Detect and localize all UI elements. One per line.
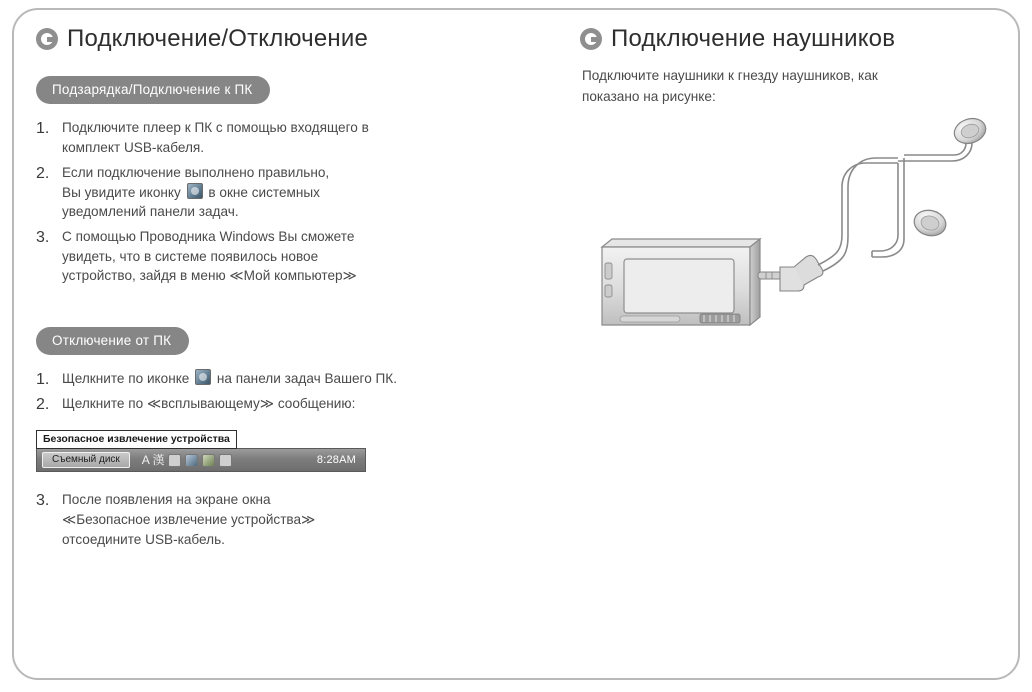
subsection-pill-disconnect: Отключение от ПК	[36, 327, 189, 355]
windows-taskbar-illustration	[36, 429, 366, 472]
step-line: отсоедините USB-кабель.	[62, 531, 225, 547]
earphones-intro	[582, 66, 972, 107]
usb-device-tray-icon	[195, 369, 211, 385]
list-item	[36, 369, 566, 389]
step-line: С помощью Проводника Windows Вы сможете	[62, 228, 355, 244]
page-columns	[14, 10, 1018, 678]
step-line-with-icon: Вы увидите иконку в окне системных	[62, 184, 320, 200]
step-line-with-icon: Щелкните по иконке на панели задач Вашего ПК.	[62, 371, 398, 387]
step-number: 3.	[36, 228, 50, 246]
list-item	[36, 394, 566, 414]
step-line: комплект USB-кабеля.	[62, 140, 205, 156]
page-title: Подключение/Отключение	[67, 25, 369, 52]
earphone-connection-diagram	[580, 117, 1000, 397]
tray-icon-2	[185, 454, 198, 467]
taskbar-button-removable-disk: Съемный диск	[42, 452, 130, 468]
step-line: ≪Безопасное извлечение устройства≫	[62, 512, 316, 528]
taskbar-bar	[36, 448, 366, 472]
step-line: Если подключение выполнено правильно,	[62, 164, 330, 180]
usb-device-tray-icon	[187, 183, 203, 199]
list-item	[36, 490, 566, 549]
step-line: увидеть, что в системе появилось новое	[62, 248, 319, 264]
intro-line: Подключите наушники к гнезду наушников, как	[582, 68, 878, 84]
list-item	[36, 163, 566, 222]
manual-page	[12, 8, 1020, 680]
step-number: 1.	[36, 371, 50, 389]
disconnect-steps-list-continued	[36, 490, 566, 549]
list-item	[36, 118, 566, 157]
section-title-earphones: Подключение наушников	[611, 25, 896, 52]
right-column	[580, 26, 1000, 397]
subsection-pill-charging: Подзарядка/Подключение к ПК	[36, 76, 270, 104]
step-line: устройство, зайдя в меню ≪Мой компьютер≫	[62, 268, 357, 284]
list-item	[36, 227, 566, 286]
charging-steps-list	[36, 118, 566, 286]
step-number: 3.	[36, 492, 50, 510]
earphone-cable	[818, 135, 972, 271]
earbud-left	[911, 207, 948, 239]
step-line: уведомлений панели задач.	[62, 204, 239, 220]
earbud-right	[951, 117, 989, 147]
left-column	[36, 26, 566, 555]
step-number: 1.	[36, 120, 50, 138]
section-header-earphones	[580, 26, 1000, 52]
player-with-earphones-illustration	[580, 117, 1000, 397]
spacer	[36, 291, 566, 317]
tray-icon-4	[219, 454, 232, 467]
taskbar-clock: 8:28AM	[316, 454, 356, 467]
step-line: Подключите плеер к ПК с помощью входящего в	[62, 120, 369, 136]
tray-language-indicator: A 漢	[141, 453, 165, 468]
system-tray	[142, 454, 233, 467]
section-header-connection	[36, 26, 566, 52]
intro-line: показано на рисунке:	[582, 88, 716, 104]
step-number: 2.	[36, 164, 50, 182]
step-line: После появления на экране окна	[62, 492, 271, 508]
earphone-jack-plug	[758, 256, 823, 292]
circle-arrow-icon	[580, 28, 602, 50]
step-number: 2.	[36, 395, 50, 413]
tray-icon-3	[202, 454, 215, 467]
player-body	[602, 239, 760, 325]
safely-remove-tooltip: Безопасное извлечение устройства	[36, 430, 237, 449]
step-line: Щелкните по ≪всплывающему≫ сообщению:	[62, 395, 356, 411]
circle-arrow-icon	[36, 28, 58, 50]
disconnect-steps-list	[36, 369, 566, 413]
tray-icon-1	[168, 454, 181, 467]
